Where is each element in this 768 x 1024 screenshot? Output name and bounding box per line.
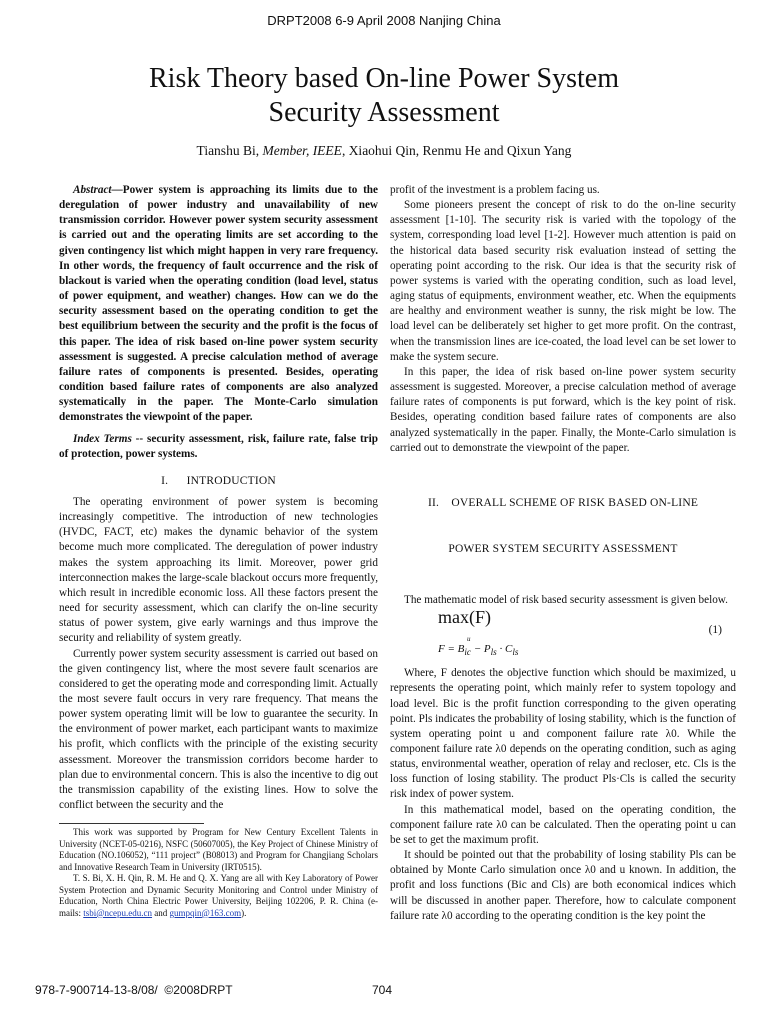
section2-heading-line-1: II. OVERALL SCHEME OF RISK BASED ON-LINE [427,497,699,510]
section-heading-introduction: I. INTRODUCTION [161,474,276,487]
eq-term-b: F = B [438,643,465,656]
scheme-paragraph-3: In this mathematical model, based on the operating condition, the component failure rate λ0 can be calculated. Then the operating point u can be set to get the maximum profit. [390,803,736,846]
page-number: 704 [372,983,393,997]
authors-first: Tianshu Bi, [196,143,263,158]
authors-rest: , Xiaohui Qin, Renmu He and Qixun Yang [341,143,572,158]
scheme-paragraph-2: Where, F denotes the objective function which should be maximized, u represents the operating point, which mainly refer to system topology and load level. Bic is the profit function corresponding to the given operating point. Pls indicates the probability of losing stability, which is the function of system operating point u and component failure rate λ0. While the component failure rate λ0 depends on the operating condition, such as aging status, environmental weather, operation of relay and recloser, etc. Cls is the loss function of losing stability. The product Pls·Cls is called the security risk index of power system. [390,667,736,801]
eq-term-p: − P [470,643,491,656]
equation-number: (1) [708,624,722,637]
intro-paragraph-2-continued: profit of the investment is a problem facing us. [390,184,600,196]
right-column [390,183,736,924]
scheme-paragraph-1: The mathematic model of risk based security assessment is given below. [404,594,728,607]
title-line-2: Security Assessment [268,97,500,128]
footnote-end: ). [241,907,247,918]
footnote-affiliation-text: T. S. Bi, X. H. Qin, R. M. He and Q. X. Yang are all with Key Laboratory of Power System Protection and Dynamic Security Monitoring and Control under Ministry of Education, North China Electric Power University, Beijing 102206, P. R. China (e-mails: [59,873,378,918]
index-terms-label: Index Terms [73,432,132,445]
author-list [60,143,708,159]
left-column [59,183,378,919]
footnote-and: and [152,907,170,918]
equation-max: max(F) [438,607,491,628]
eq-sub-ls-1: ls [490,647,497,658]
intro-paragraph-2: Currently power system security assessment is carried out based on the given contingency list, where the most severe fault scenarios are considered to get the operating mode and corresponding limit. Actually the most severe fault occurs in very rare frequency. That means the power system operating limit will be low to guarantee the security. In the environment of power market, each participant wants to maximize his profit, which conflicts with the principle of the existing security assessment. Moreover the transmission corridors become harder to plan due to environmental concern. This is also the incentive to dig out the transmission capability of the existing lines. How to solve the conflict between the security and the [59,647,378,812]
footnote-affiliation [59,873,378,919]
footnote-divider [59,823,204,824]
abstract [59,183,378,426]
intro-paragraph-3: Some pioneers present the concept of risk to do the on-line security assessment [1-10]. The security risk is varied with the topology of the system, corresponding load level [1-2]. However much attention is paid on the historical data based security risk evaluation instead of setting the operating point according to the risk. Our idea is that the security risk of power systems is varied with the operating condition, such as load level, aging status of equipments, environment weather, etc. When the equipments are healthy and environment weather is sunny, the risk might be low. The load level can be deliberately set higher to get more profit. On the contrast, when the transmission lines are ice-coated, the load level can be set lower to make the system secure. [390,199,736,363]
section2-heading-line-2: POWER SYSTEM SECURITY ASSESSMENT [448,542,678,555]
paper-title [60,62,708,130]
equation-1 [390,607,736,662]
intro-paragraph-1: The operating environment of power system is becoming increasingly competitive. The introduction of new technologies (HVDC, FACT, etc) makes the dynamic behavior of the system become much more complicated. The deregulation of power industry makes the system approaching its limit. Moreover, power grid interconnection makes the large-scale blackout occurs more frequently, which result in incredible economic loss. All these factors present the need for security assessment, which can clarify the on-line security status of power system, give early warnings and thus improve the security and reliability of system greatly. [59,495,378,645]
equation-definition [438,642,518,660]
email-link-tsbi[interactable]: tsbi@ncepu.edu.cn [83,907,153,918]
eq-sub-ic: ic [464,647,471,658]
scheme-paragraph-4: It should be pointed out that the probability of losing stability Pls can be obtained by Monte Carlo simulation once λ0 and u known. In addition, the profit and loss functions (Bic and Cls) are both economical indices which will be discussed in another paper. Therefore, how to calculate component failure rate λ0 according to the operating condition is the key point the [390,849,736,922]
eq-sub-ls-2: ls [512,647,519,658]
section-heading-overall-scheme [390,466,736,587]
footer-isbn: 978-7-900714-13-8/08/ ©2008DRPT [35,983,233,997]
index-terms [59,432,378,462]
abstract-text: —Power system is approaching its limits due to the deregulation of power industry and unavailability of new transmission corridor. However power system security assessment is carried out and the operating limits are set according to the given contingency list which might happen in very rare frequency. In other words, the frequency of fault occurrence and the risk of blackout is varied when the operating condition (load level, status of power equipment, and weather) changes. How can we do the security assessment based on the operating condition to get the best equilibrium between the security and the profit is the focus of this paper. The idea of risk based on-line power system security assessment is suggested. A precise calculation method of average failure rates of components is presented. Besides, operating condition based failure rates of components are also analyzed systematically in the paper. The Monte-Carlo simulation demonstrates the viewpoint of the paper. [59,184,378,424]
email-link-gumpqin[interactable]: gumpqin@163.com [169,907,242,918]
conference-header: DRPT2008 6-9 April 2008 Nanjing China [267,13,501,28]
footnote-funding: This work was supported by Program for New Century Excellent Talents in University (NCET-05-0216), NSFC (50607005), the Key Project of Chinese Ministry of Education (NO.106052), “111 project” (B08013) and Program for Changjiang Scholars and Innovative Research Team in University (IRT0515). [59,827,378,872]
eq-term-c: · C [496,643,513,656]
title-line-1: Risk Theory based On-line Power System [149,63,619,94]
equation-max-subscript: u [467,635,471,644]
index-terms-text: -- security assessment, risk, failure rate, false trip of protection, power systems. [59,432,378,460]
intro-paragraph-4: In this paper, the idea of risk based on-line power system security assessment is suggested. Moreover, a precise calculation method of average failure rates of components is put forward, which is the key point of risk. Besides, operating condition based failure rates of components are also analyzed systematically in the paper. Finally, the Monte-Carlo simulation is carried out to demonstrate the viewpoint of the paper. [390,365,736,454]
author-membership: Member, IEEE [262,143,342,158]
abstract-label: Abstract [73,184,112,196]
